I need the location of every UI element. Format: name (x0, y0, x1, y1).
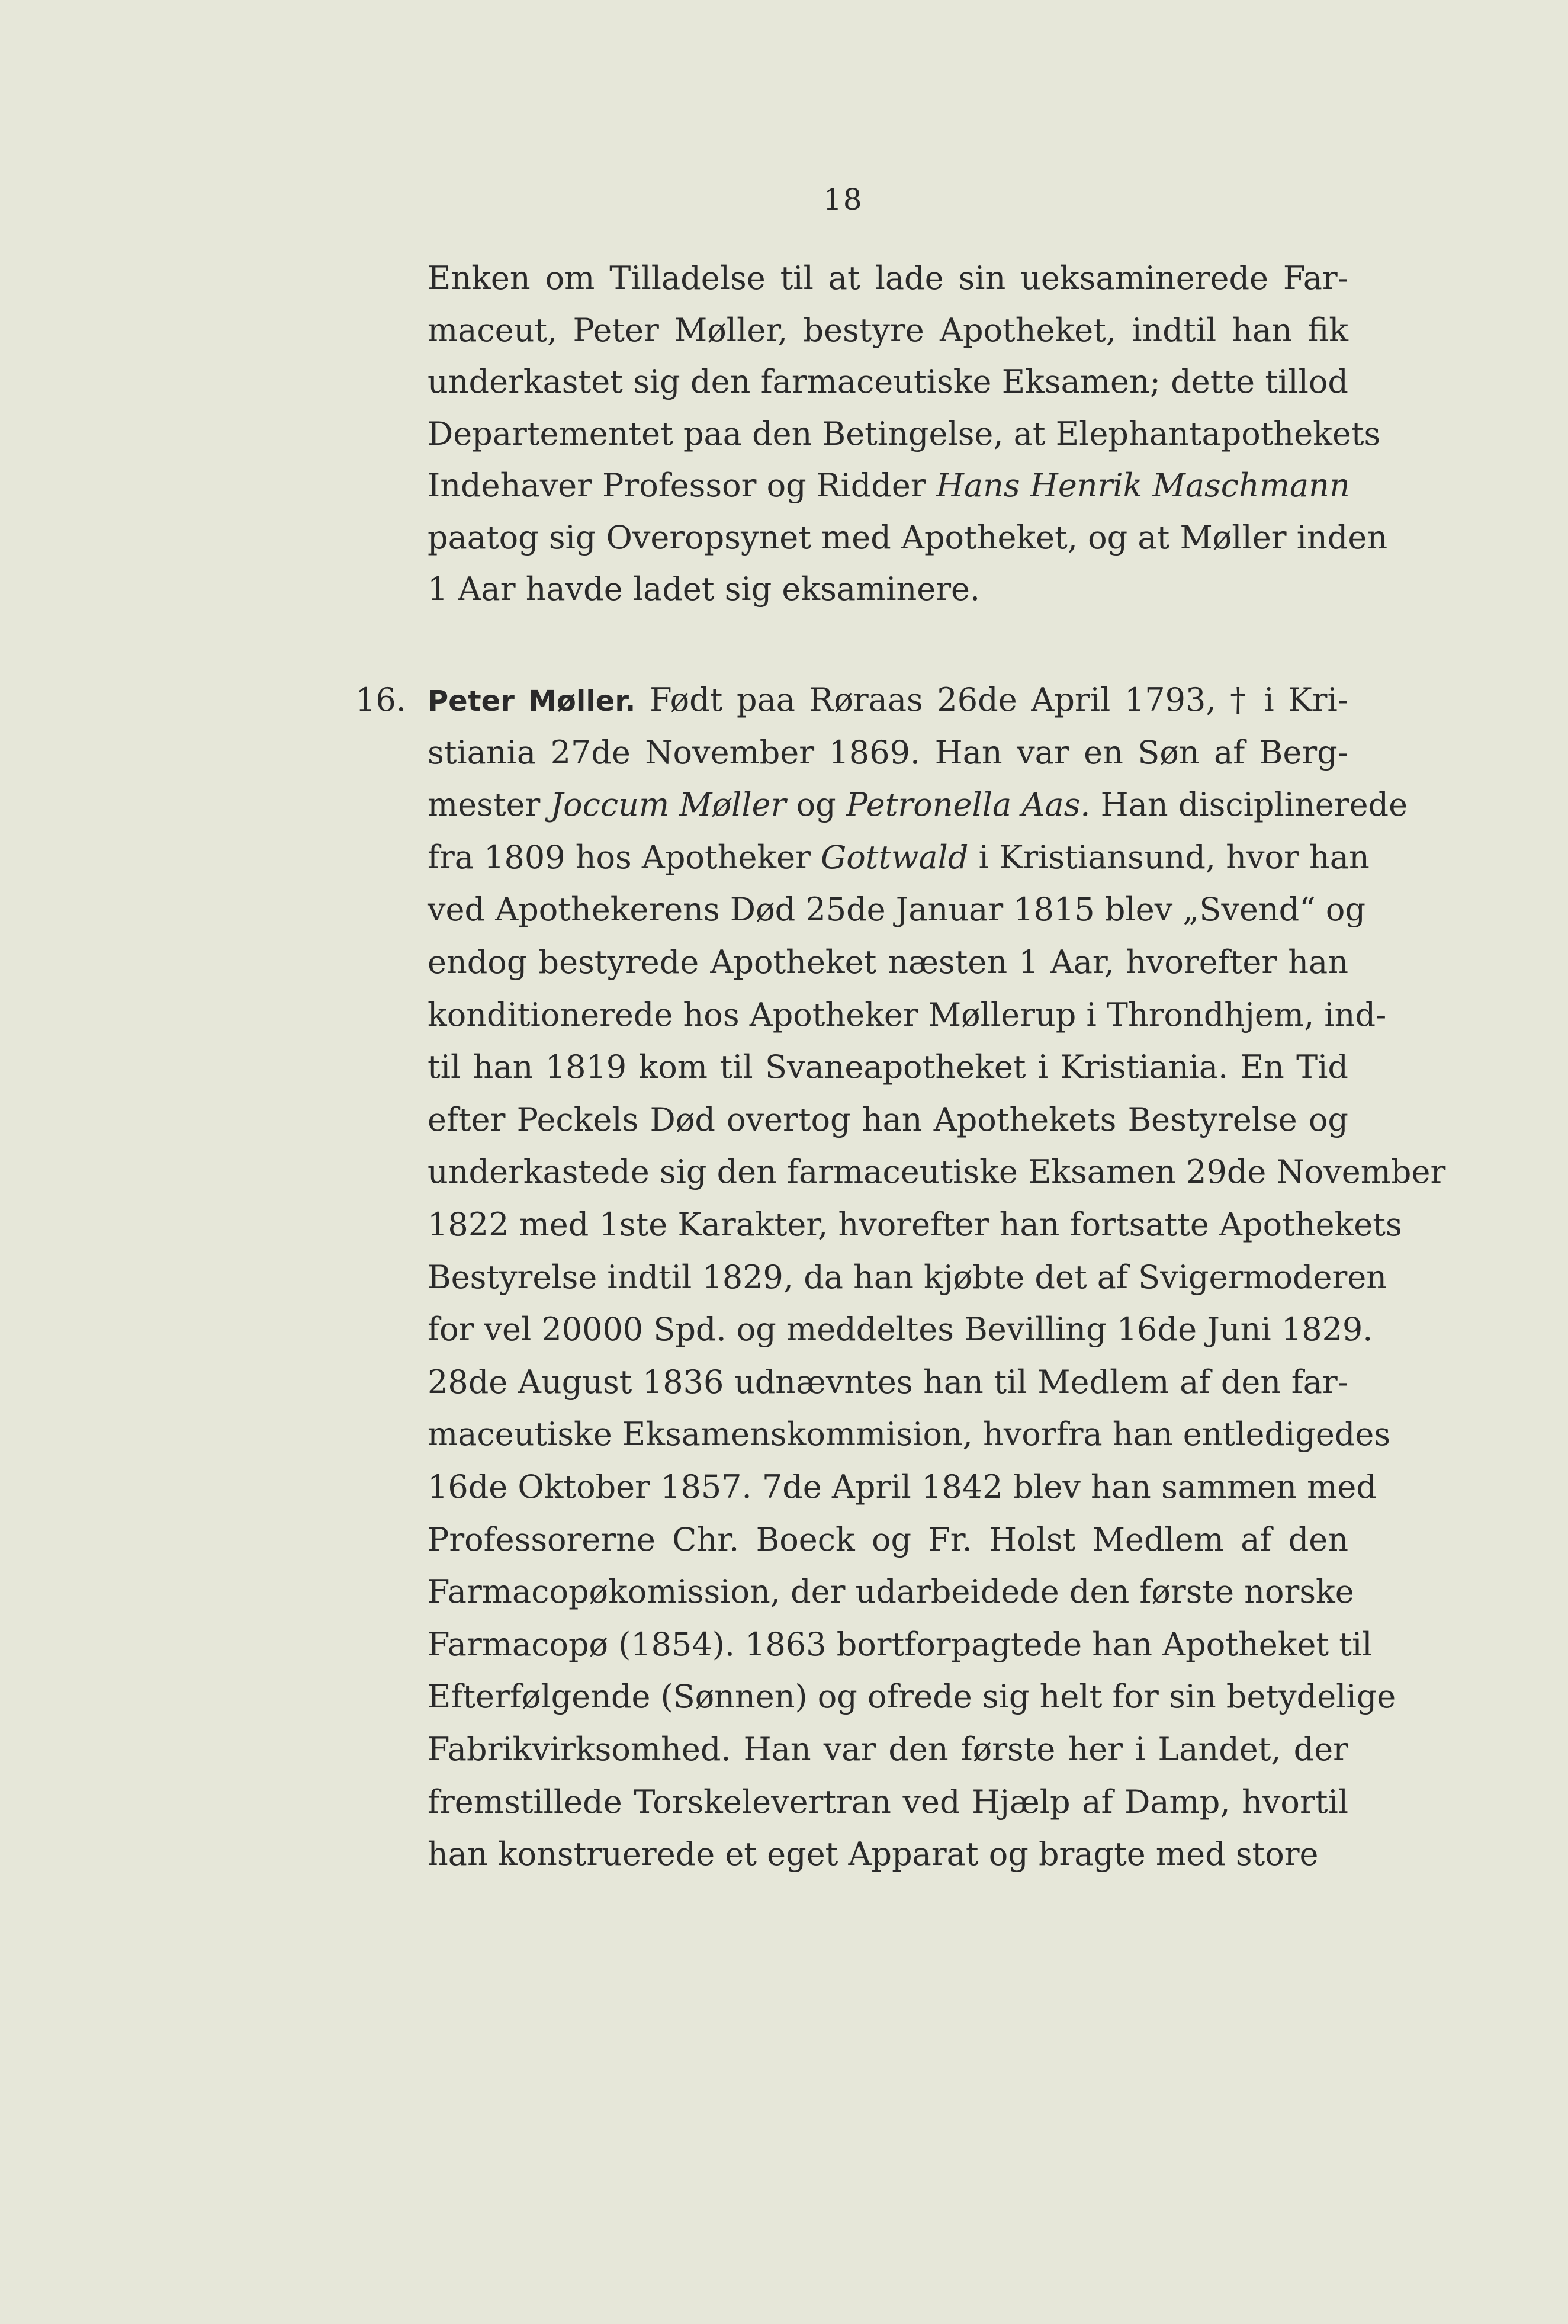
text-line (428, 1041, 1348, 1093)
text-run: til han 1819 kom til Svaneapotheket i Kristiania. En Tid (428, 1048, 1348, 1086)
text-line (428, 884, 1366, 936)
text-run: Efterfølgende (Sønnen) og ofrede sig helt for sin betydelige (428, 1678, 1396, 1716)
text-run: efter Peckels Død overtog han Apothekets Bestyrelse og (428, 1100, 1348, 1138)
text-line (428, 989, 1387, 1041)
text-run: i Kristiansund, hvor han (968, 838, 1370, 876)
text-line (428, 727, 1348, 779)
text-line (428, 356, 1348, 408)
text-line (428, 936, 1348, 988)
text-line (428, 1461, 1377, 1513)
text-line (428, 1094, 1348, 1146)
text-line (428, 512, 1388, 564)
text-run: Bestyrelse indtil 1829, da han kjøbte det af Svigermoderen (428, 1258, 1387, 1296)
italic-name: Hans Henrik Maschmann (936, 467, 1350, 504)
text-line (428, 1723, 1348, 1776)
text-run: 16de Oktober 1857. 7de April 1842 blev han sammen med (428, 1468, 1377, 1506)
italic-name: Joccum Møller (550, 786, 786, 824)
text-line (428, 1251, 1387, 1304)
entry-number: 16. (355, 681, 406, 718)
text-run: Han disciplinerede (1090, 786, 1408, 824)
text-line (428, 408, 1381, 460)
text-run: Fabrikvirksomhed. Han var den første her i Landet, der (428, 1731, 1348, 1768)
text-line (428, 832, 1370, 884)
text-line (428, 1566, 1354, 1618)
text-run: maceutiske Eksamenskommision, hvorfra han entledigedes (428, 1415, 1391, 1453)
text-run: Farmacopø (1854). 1863 bortforpagtede han Apotheket til (428, 1625, 1373, 1663)
italic-name: Petronella Aas. (846, 786, 1091, 824)
text-line (428, 1514, 1348, 1566)
text-run: fremstillede Torskelevertran ved Hjælp af Damp, hvortil (428, 1783, 1348, 1821)
text-run: endog bestyrede Apotheket næsten 1 Aar, hvorefter han (428, 943, 1348, 981)
text-run: stiania 27de November 1869. Han var en Søn af Berg- (428, 733, 1348, 771)
text-run: konditionerede hos Apotheker Møllerup i Throndhjem, ind- (428, 996, 1387, 1033)
text-run: Farmacopøkomission, der udarbeidede den første norske (428, 1573, 1354, 1611)
text-line (428, 563, 1348, 615)
text-line (428, 1828, 1348, 1880)
text-run: Enken om Tilladelse til at lade sin ueksaminerede Far- (428, 259, 1348, 297)
text-line (428, 1408, 1391, 1460)
text-run: for vel 20000 Spd. og meddeltes Bevilling 16de Juni 1829. (428, 1311, 1373, 1349)
italic-name: Gottwald (821, 838, 969, 876)
text-run: 1822 med 1ste Karakter, hvorefter han fortsatte Apothekets (428, 1206, 1402, 1243)
text-run: og (786, 786, 846, 824)
text-line (428, 1304, 1373, 1356)
text-run: han konstruerede et eget Apparat og bragte med store (428, 1835, 1319, 1873)
text-line (428, 1619, 1373, 1671)
text-run: 1 Aar havde ladet sig eksaminere. (428, 570, 981, 608)
text-line (428, 1199, 1402, 1251)
text-line (428, 460, 1348, 512)
text-run: Professorerne Chr. Boeck og Fr. Holst Medlem af den (428, 1520, 1348, 1558)
text-run: Departementet paa den Betingelse, at Elephantapothekets (428, 415, 1381, 452)
text-line (428, 1146, 1446, 1198)
text-run: underkastede sig den farmaceutiske Eksamen 29de November (428, 1153, 1446, 1191)
text-run: Indehaver Professor og Ridder (428, 467, 936, 504)
text-run: Født paa Røraas 26de April 1793, † i Kri- (635, 681, 1349, 718)
text-run: 28de August 1836 udnævntes han til Medlem af den far- (428, 1363, 1348, 1401)
text-line (428, 252, 1348, 304)
text-line (428, 779, 1408, 831)
entry-name: Peter Møller. (428, 685, 636, 718)
text-run: underkastet sig den farmaceutiske Eksamen; dette tillod (428, 363, 1348, 400)
text-line (428, 1671, 1396, 1723)
page-number: 18 (823, 182, 863, 217)
text-line (428, 1776, 1348, 1828)
text-run: maceut, Peter Møller, bestyre Apotheket, indtil han fik (428, 311, 1348, 349)
text-run: mester (428, 786, 551, 824)
text-run: fra 1809 hos Apotheker (428, 838, 821, 876)
text-line (428, 304, 1348, 357)
text-run: ved Apothekerens Død 25de Januar 1815 blev „Svend“ og (428, 891, 1366, 929)
text-line (428, 674, 1348, 726)
text-run: paatog sig Overopsynet med Apotheket, og at Møller inden (428, 518, 1388, 556)
text-line (428, 1356, 1348, 1408)
